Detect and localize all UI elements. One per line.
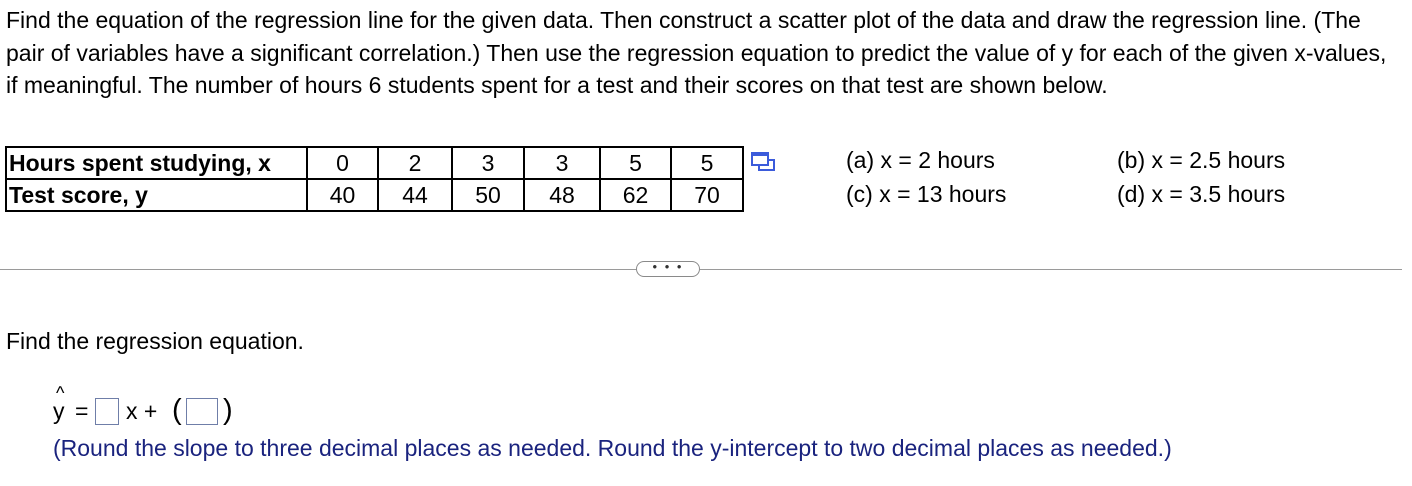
prediction-a: (a) x = 2 hours (846, 147, 995, 173)
cell-y-2: 44 (378, 179, 452, 211)
prediction-d: (d) x = 3.5 hours (1117, 181, 1286, 207)
cell-y-3: 50 (452, 179, 524, 211)
more-options-button[interactable]: • • • (636, 261, 700, 277)
table-row-hours (6, 147, 743, 179)
prediction-b: (b) x = 2.5 hours (1117, 147, 1286, 173)
cell-x-2: 2 (378, 147, 452, 179)
prediction-c: (c) x = 13 hours (846, 181, 1007, 207)
data-table (5, 146, 744, 212)
row-label-scores: Test score, y (6, 179, 307, 211)
intercept-input[interactable] (186, 398, 218, 425)
rounding-hint: (Round the slope to three decimal places as needed. Round the y-intercept to two decimal places as needed.) (53, 435, 1172, 461)
section-divider-right (700, 269, 1402, 270)
cell-y-5: 62 (600, 179, 671, 211)
cell-x-6: 5 (671, 147, 743, 179)
row-label-hours: Hours spent studying, x (6, 147, 307, 179)
question-prompt: Find the regression equation. (6, 328, 304, 354)
cell-x-3: 3 (452, 147, 524, 179)
section-divider-left (0, 269, 638, 270)
yhat-symbol: y (53, 398, 65, 424)
close-paren: ) (223, 394, 233, 426)
problem-statement: Find the equation of the regression line for the given data. Then construct a scatter plot of the data and draw the regression line. (The pair of variables have a significant correlation.) Then use the regression equation to predict the value of y for each of the given x-values, if meaningful. The number of hours 6 students spent for a test and their scores on that test are shown below. (6, 7, 1387, 98)
cell-y-6: 70 (671, 179, 743, 211)
slope-input[interactable] (95, 398, 119, 425)
cell-y-4: 48 (524, 179, 600, 211)
cell-y-1: 40 (307, 179, 378, 211)
open-paren: ( (172, 394, 182, 426)
hat-symbol: ^ (56, 383, 65, 403)
cell-x-4: 3 (524, 147, 600, 179)
equals-sign: = (75, 398, 89, 424)
table-row-scores (6, 179, 743, 211)
cell-x-1: 0 (307, 147, 378, 179)
copy-icon[interactable] (750, 150, 776, 172)
x-plus-label: x + (126, 398, 158, 424)
cell-x-5: 5 (600, 147, 671, 179)
